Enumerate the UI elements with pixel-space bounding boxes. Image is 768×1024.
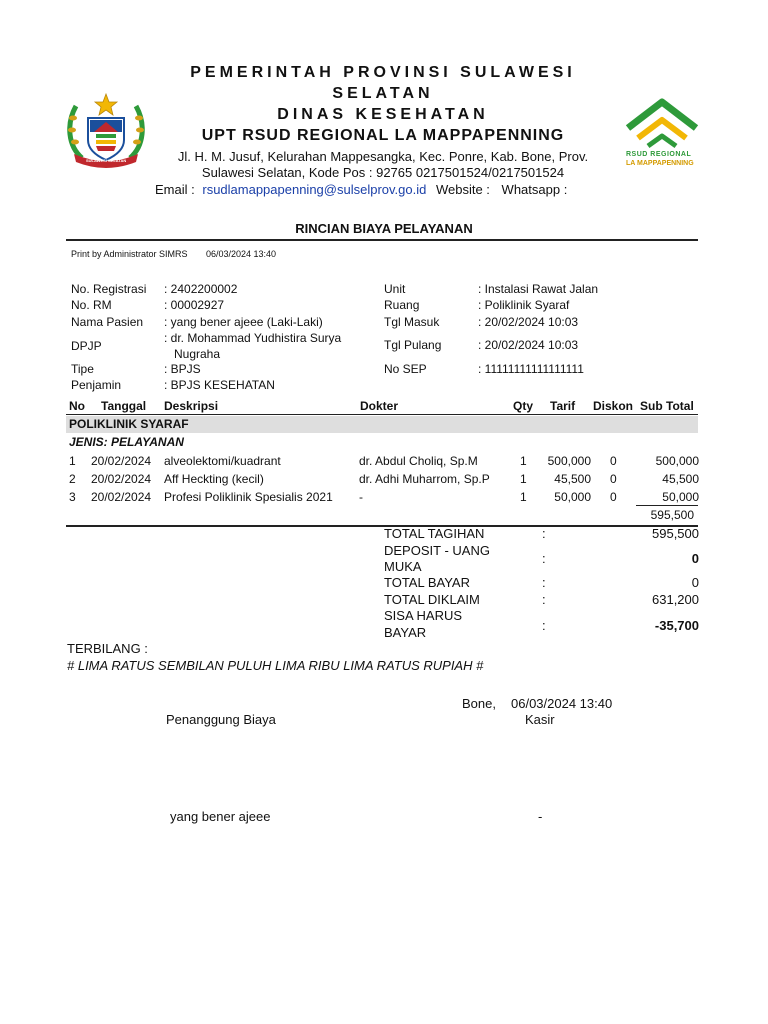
sisa-colon: : (542, 618, 546, 633)
sign-left-name: yang bener ajeee (170, 809, 271, 824)
hospital-logo (622, 94, 702, 174)
deposit-value: 0 (691, 551, 699, 566)
row-tanggal: 20/02/2024 (91, 454, 152, 468)
row-diskon: 0 (610, 472, 617, 486)
row-tarif: 500,000 (547, 454, 591, 468)
row-dokter: - (359, 490, 363, 504)
total-diklaim-colon: : (542, 592, 546, 607)
row-dokter: dr. Abdul Choliq, Sp.M (359, 454, 478, 468)
col-qty: Qty (513, 399, 534, 413)
group-title: POLIKLINIK SYARAF (69, 417, 189, 431)
row-subtotal: 500,000 (655, 454, 699, 468)
col-deskripsi: Deskripsi (164, 399, 219, 413)
row-no: 1 (69, 454, 76, 468)
total-diklaim-label: TOTAL DIKLAIM (384, 592, 480, 607)
info-label-penjamin: Penjamin (71, 378, 122, 392)
row-subtotal: 45,500 (662, 472, 699, 486)
info-label-unit: Unit (384, 282, 406, 296)
website-label: Website : (435, 182, 490, 197)
info-value-dpjp: : dr. Mohammad Yudhistira Surya (164, 331, 342, 345)
email-label: Email : (155, 182, 195, 197)
hospital-logo-text-2: LA MAPPAPENNING (626, 160, 694, 167)
document-title: RINCIAN BIAYA PELAYANAN (295, 221, 473, 236)
sign-place: Bone, (462, 696, 496, 711)
whatsapp-label: Whatsapp : (501, 182, 568, 197)
sign-right-title: Kasir (525, 712, 555, 727)
print-time: 06/03/2024 13:40 (206, 249, 277, 259)
address-line-2: Sulawesi Selatan, Kode Pos : 92765 0217501524/0217501524 (201, 165, 565, 180)
row-dokter: dr. Adhi Muharrom, Sp.P (359, 472, 490, 486)
header-line-4: UPT RSUD REGIONAL LA MAPPAPENNING (201, 127, 565, 144)
row-deskripsi: Profesi Poliklinik Spesialis 2021 (164, 490, 333, 504)
print-by: Print by Administrator SIMRS (71, 249, 188, 259)
province-logo (64, 88, 148, 172)
table-header-divider (66, 414, 698, 415)
deposit-label-2: MUKA (384, 559, 422, 574)
info-value-tipe: : BPJS (164, 362, 201, 376)
info-value-sep: : 11111111111111111 (478, 362, 584, 376)
info-label-rm: No. RM (71, 298, 112, 312)
total-bayar-value: 0 (691, 575, 699, 590)
info-value-tgl-masuk: : 20/02/2024 10:03 (478, 315, 579, 329)
row-diskon: 0 (610, 454, 617, 468)
info-label-ruang: Ruang (384, 298, 420, 312)
header-line-3: DINAS KESEHATAN (277, 106, 489, 123)
info-label-dpjp: DPJP (71, 339, 102, 353)
total-value: 595,500 (652, 526, 699, 541)
col-no: No (69, 399, 85, 413)
hospital-logo-icon (622, 94, 702, 154)
row-deskripsi: Aff Heckting (kecil) (164, 472, 264, 486)
total-diklaim-value: 631,200 (652, 592, 699, 607)
address-line-1: Jl. H. M. Jusuf, Kelurahan Mappesangka, Kec. Ponre, Kab. Bone, Prov. (177, 149, 589, 164)
col-tanggal: Tanggal (101, 399, 147, 413)
info-value-registrasi: : 2402200002 (164, 282, 238, 296)
info-label-tgl-pulang: Tgl Pulang (384, 338, 442, 352)
row-qty: 1 (520, 490, 527, 504)
info-value-tgl-pulang: : 20/02/2024 10:03 (478, 338, 579, 352)
sisa-label-2: BAYAR (384, 625, 427, 640)
title-divider (66, 239, 698, 241)
info-value-penjamin: : BPJS KESEHATAN (164, 378, 275, 392)
row-qty: 1 (520, 472, 527, 486)
sign-date: 06/03/2024 13:40 (511, 696, 613, 711)
header-line-2: SELATAN (332, 85, 434, 102)
col-tarif: Tarif (550, 399, 576, 413)
hospital-logo-text-1: RSUD REGIONAL (626, 151, 692, 158)
info-label-registrasi: No. Registrasi (71, 282, 147, 296)
deposit-label: DEPOSIT - UANG (384, 543, 490, 558)
terbilang-label: TERBILANG : (67, 641, 148, 656)
info-value-ruang: : Poliklinik Syaraf (478, 298, 570, 312)
col-diskon: Diskon (593, 399, 634, 413)
total-label: TOTAL TAGIHAN (384, 526, 485, 541)
info-value-nama: : yang bener ajeee (Laki-Laki) (164, 315, 323, 329)
row-diskon: 0 (610, 490, 617, 504)
row-qty: 1 (520, 454, 527, 468)
contact-line (155, 182, 567, 197)
info-label-tipe: Tipe (71, 362, 94, 376)
total-bayar-label: TOTAL BAYAR (384, 575, 470, 590)
col-dokter: Dokter (360, 399, 399, 413)
sign-right-name: - (538, 809, 543, 824)
row-no: 3 (69, 490, 76, 504)
province-logo-text: SULAWESI SELATAN (86, 158, 127, 163)
sign-left-title: Penanggung Biaya (166, 712, 276, 727)
group-total: 595,500 (650, 508, 694, 522)
sisa-value: -35,700 (654, 618, 699, 633)
total-colon: : (542, 526, 546, 541)
info-value-unit: : Instalasi Rawat Jalan (478, 282, 599, 296)
info-value-rm: : 00002927 (164, 298, 225, 312)
info-value-dpjp-2: Nugraha (174, 347, 221, 361)
row-tanggal: 20/02/2024 (91, 472, 152, 486)
total-bayar-colon: : (542, 575, 546, 590)
info-label-sep: No SEP (384, 362, 427, 376)
deposit-colon: : (542, 551, 546, 566)
row-deskripsi: alveolektomi/kuadrant (164, 454, 281, 468)
info-label-tgl-masuk: Tgl Masuk (384, 315, 440, 329)
sisa-label: SISA HARUS (384, 608, 463, 623)
subgroup-title: JENIS: PELAYANAN (69, 435, 184, 449)
row-tarif: 50,000 (554, 490, 591, 504)
row-tanggal: 20/02/2024 (91, 490, 152, 504)
col-subtotal: Sub Total (640, 399, 694, 413)
info-label-nama: Nama Pasien (71, 315, 144, 329)
header-line-1: PEMERINTAH PROVINSI SULAWESI (190, 64, 576, 81)
group-total-divider (636, 505, 698, 506)
row-tarif: 45,500 (554, 472, 591, 486)
email-link[interactable]: rsudlamappapenning@sulselprov.go.id (202, 182, 427, 197)
terbilang-text: # LIMA RATUS SEMBILAN PULUH LIMA RIBU LIMA RATUS RUPIAH # (67, 658, 484, 673)
row-subtotal: 50,000 (662, 490, 699, 504)
row-no: 2 (69, 472, 76, 486)
